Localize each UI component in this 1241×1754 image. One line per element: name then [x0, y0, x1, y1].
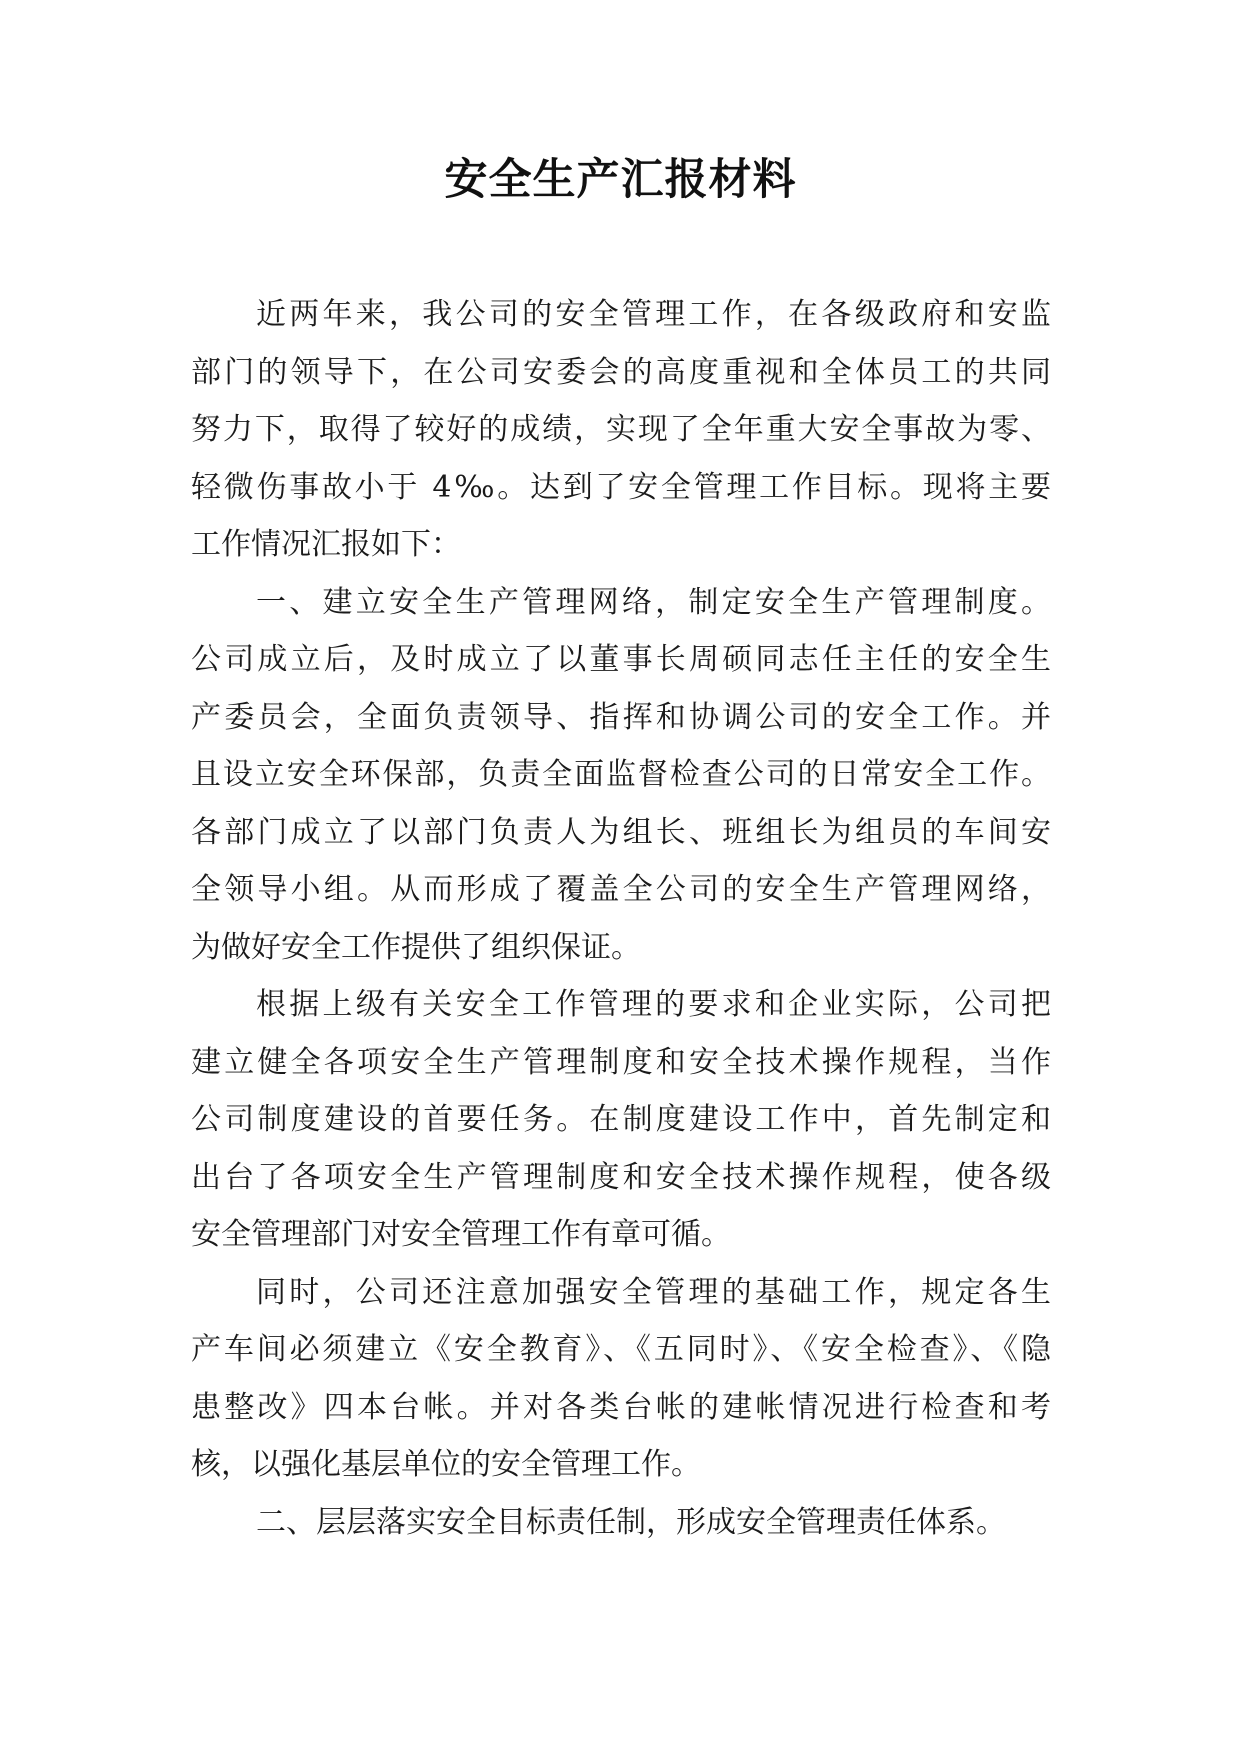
- text-line: 建立健全各项安全生产管理制度和安全技术操作规程，当作: [191, 1044, 1051, 1080]
- text-line: 工作情况汇报如下：: [191, 527, 461, 562]
- paragraph-regulations: [191, 976, 1051, 1264]
- text-line: 全领导小组。从而形成了覆盖全公司的安全生产管理网络，: [191, 872, 1051, 907]
- paragraph-section-2: [191, 1494, 1051, 1552]
- paragraph-intro: [191, 286, 1051, 574]
- text-line: 根据上级有关安全工作管理的要求和企业实际，公司把: [256, 987, 1051, 1022]
- text-line: 出台了各项安全生产管理制度和安全技术操作规程，使各级: [191, 1159, 1051, 1195]
- section-heading-line: 二、层层落实安全目标责任制，形成安全管理责任体系。: [256, 1504, 1006, 1540]
- text-line: 产车间必须建立《安全教育》、《五同时》、《安全检查》、《隐: [191, 1332, 1051, 1367]
- text-line: 努力下，取得了较好的成绩，实现了全年重大安全事故为零、: [191, 412, 1051, 447]
- section-heading-line: 一、建立安全生产管理网络，制定安全生产管理制度。: [256, 584, 1051, 620]
- text-line: 安全管理部门对安全管理工作有章可循。: [191, 1217, 731, 1252]
- text-line: 轻微伤事故小于 4‰。达到了安全管理工作目标。现将主要: [191, 469, 1051, 505]
- text-line: 产委员会，全面负责领导、指挥和协调公司的安全工作。并: [191, 699, 1051, 735]
- text-line: 各部门成立了以部门负责人为组长、班组长为组员的车间安: [191, 814, 1051, 850]
- text-line: 患整改》四本台帐。并对各类台帐的建帐情况进行检查和考: [191, 1389, 1051, 1425]
- text-line: 公司成立后，及时成立了以董事长周硕同志任主任的安全生: [191, 642, 1051, 677]
- paragraph-section-1: [191, 574, 1051, 977]
- document-body: [191, 286, 1051, 1551]
- text-line: 核，以强化基层单位的安全管理工作。: [191, 1447, 701, 1482]
- text-line: 且设立安全环保部，负责全面监督检查公司的日常安全工作。: [191, 757, 1051, 792]
- text-line: 近两年来，我公司的安全管理工作，在各级政府和安监: [256, 297, 1051, 332]
- paragraph-ledgers: [191, 1264, 1051, 1494]
- text-line: 同时，公司还注意加强安全管理的基础工作，规定各生: [256, 1274, 1051, 1310]
- text-line: 为做好安全工作提供了组织保证。: [191, 929, 641, 965]
- text-line: 部门的领导下，在公司安委会的高度重视和全体员工的共同: [191, 354, 1051, 390]
- document-title: 安全生产汇报材料: [444, 155, 797, 205]
- text-line: 公司制度建设的首要任务。在制度建设工作中，首先制定和: [191, 1102, 1051, 1137]
